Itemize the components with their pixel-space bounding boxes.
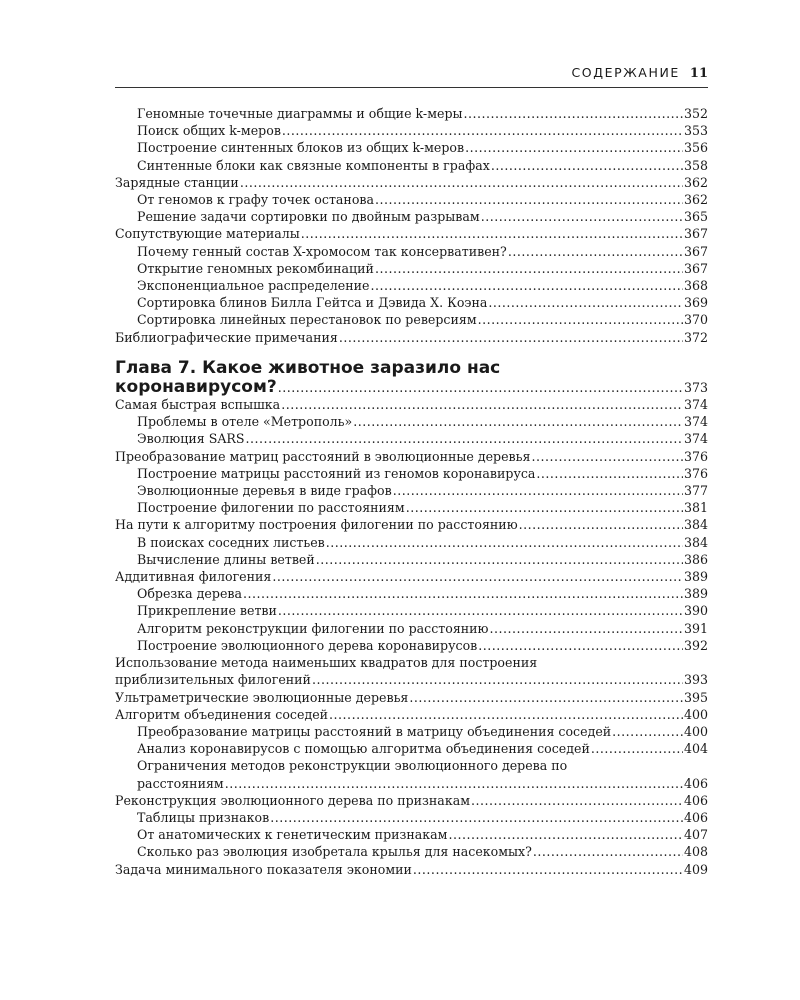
toc-entry-page: 406: [683, 792, 708, 808]
toc-entry: [115, 706, 708, 723]
leader-dots: [533, 843, 683, 860]
toc-entry: [115, 723, 708, 740]
toc-entry: [115, 294, 708, 311]
toc-entry-page: 390: [683, 603, 708, 619]
toc-entry: [115, 671, 708, 688]
leader-dots: [246, 430, 683, 447]
leader-dots: [339, 329, 683, 346]
toc-entry-page: 384: [683, 517, 708, 533]
toc-entry-title: Сортировка блинов Билла Гейтса и Дэвида Х. Коэна: [137, 295, 488, 311]
toc-entry: [115, 740, 708, 757]
toc-entry-title-line1: Использование метода наименьших квадратов для построения: [115, 655, 538, 671]
toc-entry-page: 404: [683, 741, 708, 757]
leader-dots: [225, 775, 683, 792]
leader-dots: [393, 482, 683, 499]
toc-entry-title: Сортировка линейных перестановок по реверсиям: [137, 312, 477, 328]
leader-dots: [329, 706, 683, 723]
toc-entry-page: 365: [683, 209, 708, 225]
leader-dots: [312, 671, 683, 688]
toc-entry: [115, 637, 708, 654]
toc-entry-page: 353: [683, 123, 708, 139]
toc-entry-title: Анализ коронавирусов с помощью алгоритма объединения соседей: [137, 741, 590, 757]
toc-entry-page: 374: [683, 414, 708, 430]
toc-entry-title: Преобразование матриц расстояний в эволюционные деревья: [115, 448, 531, 464]
toc-entry-page: 367: [683, 260, 708, 276]
leader-dots: [491, 157, 683, 174]
toc-entry: [115, 105, 708, 122]
leader-dots: [488, 294, 683, 311]
toc-entry: [115, 260, 708, 277]
toc-entry: [115, 843, 708, 860]
toc-entry-page: 370: [683, 312, 708, 328]
running-header-section: СОДЕРЖАНИЕ: [571, 65, 680, 80]
toc-entry-title: Сопутствующие материалы: [115, 226, 300, 242]
toc-entry-page: 389: [683, 586, 708, 602]
toc-entry-page: 358: [683, 157, 708, 173]
toc-entry: [115, 413, 708, 430]
toc-entry-page: 389: [683, 569, 708, 585]
toc-entry-title: Обрезка дерева: [137, 586, 242, 602]
toc-entry: [115, 329, 708, 346]
toc-entry: [115, 191, 708, 208]
chapter-title-line1: Глава 7. Какое животное заразило нас: [115, 357, 501, 378]
leader-dots: [612, 723, 683, 740]
leader-dots: [278, 379, 683, 396]
leader-dots: [301, 225, 683, 242]
toc-entry: [115, 174, 708, 191]
leader-dots: [240, 174, 683, 191]
toc-entry: [115, 585, 708, 602]
toc-entry-title: Алгоритм реконструкции филогении по расстоянию: [137, 620, 489, 636]
toc-entry: [115, 499, 708, 516]
toc-entry-title: Аддитивная филогения: [115, 569, 272, 585]
leader-dots: [278, 602, 683, 619]
toc-entry-page: 408: [683, 844, 708, 860]
toc-entry-title: расстояниям: [137, 775, 224, 791]
toc-entry-title: Геномные точечные диаграммы и общие k-меры: [137, 106, 463, 121]
toc-entry-title: Сколько раз эволюция изобретала крылья для насекомых?: [137, 844, 532, 860]
toc-entry-title: Задача минимального показателя экономии: [115, 861, 412, 877]
toc-entry: [115, 826, 708, 843]
toc-entry-page: 384: [683, 534, 708, 550]
toc-entry-title: Построение филогении по расстояниям: [137, 500, 405, 516]
leader-dots: [316, 551, 683, 568]
toc-entry: [115, 602, 708, 619]
leader-dots: [508, 243, 683, 260]
header-rule: [115, 87, 708, 88]
leader-dots: [478, 311, 683, 328]
toc-entry-title: Почему генный состав X-хромосом так консервативен?: [137, 243, 507, 259]
leader-dots: [371, 277, 683, 294]
toc-entry: [115, 208, 708, 225]
toc-entry-title: От анатомических к генетическим признакам: [137, 827, 448, 843]
toc-entry-title: Реконструкция эволюционного дерева по признакам: [115, 792, 470, 808]
toc-entry-title: Эволюционные деревья в виде графов: [137, 483, 392, 499]
toc-entry-title: От геномов к графу точек останова: [137, 192, 374, 208]
toc-entry-title: приблизительных филогений: [115, 672, 311, 688]
toc-entry-page: 377: [683, 483, 708, 499]
toc-entry: [115, 157, 708, 174]
toc-entry: [115, 809, 708, 826]
toc-entry-page: 367: [683, 243, 708, 259]
leader-dots: [353, 413, 683, 430]
leader-dots: [326, 534, 683, 551]
toc-entry-page: 369: [683, 295, 708, 311]
toc-entry-page: 356: [683, 140, 708, 156]
toc-entry: [115, 122, 708, 139]
toc-entry-page: 376: [683, 448, 708, 464]
toc-entry: [115, 225, 708, 242]
toc-entry-title: Зарядные станции: [115, 174, 239, 190]
table-of-contents: [115, 105, 708, 878]
toc-entry-page: 372: [683, 329, 708, 345]
leader-dots: [375, 191, 683, 208]
leader-dots: [465, 139, 683, 156]
page-number: 11: [689, 66, 708, 81]
toc-entry-title: Ультраметрические эволюционные деревья: [115, 689, 409, 705]
leader-dots: [406, 499, 683, 516]
toc-entry: [115, 430, 708, 447]
toc-entry: [115, 861, 708, 878]
toc-entry-title: Вычисление длины ветвей: [137, 551, 315, 567]
leader-dots: [413, 861, 683, 878]
leader-dots: [531, 448, 683, 465]
toc-entry: [115, 277, 708, 294]
toc-entry: [115, 396, 708, 413]
toc-entry-page: 406: [683, 809, 708, 825]
leader-dots: [409, 689, 683, 706]
toc-entry-page: 362: [683, 174, 708, 190]
toc-entry-title: Решение задачи сортировки по двойным разрывам: [137, 209, 480, 225]
toc-entry-page: 407: [683, 827, 708, 843]
toc-entry-page: 409: [683, 861, 708, 877]
leader-dots: [490, 620, 683, 637]
toc-entry: [115, 775, 708, 792]
leader-dots: [536, 465, 683, 482]
toc-entry-page: 362: [683, 192, 708, 208]
toc-entry-title: Синтенные блоки как связные компоненты в графах: [137, 157, 490, 173]
toc-entry-page: 392: [683, 637, 708, 653]
toc-entry: [115, 568, 708, 585]
running-header: [115, 62, 708, 84]
toc-entry-page: 395: [683, 689, 708, 705]
leader-dots: [591, 740, 683, 757]
leader-dots: [243, 585, 683, 602]
toc-entry-title: Алгоритм объединения соседей: [115, 706, 329, 722]
leader-dots: [270, 809, 683, 826]
toc-entry-title: Открытие геномных рекомбинаций: [137, 260, 374, 276]
leader-dots: [281, 396, 683, 413]
toc-entry-title: Поиск общих k-меров: [137, 123, 281, 139]
toc-entry-title: Построение матрицы расстояний из геномов коронавируса: [137, 465, 536, 481]
toc-section-chapter-7: [115, 396, 708, 878]
toc-entry-page: 393: [683, 672, 708, 688]
toc-entry: [115, 551, 708, 568]
leader-dots: [375, 260, 683, 277]
toc-entry: [115, 689, 708, 706]
toc-entry: [115, 311, 708, 328]
toc-entry-page: 368: [683, 278, 708, 294]
toc-entry-page: 386: [683, 551, 708, 567]
leader-dots: [481, 208, 683, 225]
toc-entry: [115, 243, 708, 260]
toc-entry: [115, 139, 708, 156]
toc-entry-title: Построение синтенных блоков из общих k-меров: [137, 140, 465, 156]
toc-entry-title-line1: Ограничения методов реконструкции эволюционного дерева по: [137, 758, 568, 774]
toc-entry-title: На пути к алгоритму построения филогении по расстоянию: [115, 517, 518, 533]
toc-entry: [115, 482, 708, 499]
toc-entry-title: Проблемы в отеле «Метрополь»: [137, 414, 353, 430]
toc-entry: [115, 516, 708, 533]
toc-entry-title: Построение эволюционного дерева коронавирусов: [137, 637, 478, 653]
toc-entry-page: 391: [683, 620, 708, 636]
chapter-title-line2: коронавирусом?: [115, 376, 277, 397]
leader-dots: [478, 637, 683, 654]
toc-entry-page: 400: [683, 706, 708, 722]
toc-entry-page: 352: [683, 106, 708, 121]
chapter-page: 373: [683, 379, 708, 395]
toc-entry-title: Прикрепление ветви: [137, 603, 277, 619]
toc-entry-title: Самая быстрая вспышка: [115, 397, 281, 413]
leader-dots: [448, 826, 682, 843]
toc-entry-title: В поисках соседних листьев: [137, 534, 325, 550]
toc-entry-title: Библиографические примечания: [115, 329, 338, 345]
toc-entry: [115, 465, 708, 482]
toc-entry-title: Экспоненциальное распределение: [137, 278, 370, 294]
leader-dots: [464, 105, 683, 122]
toc-entry: [115, 792, 708, 809]
chapter-title-entry: [115, 376, 708, 397]
toc-entry-page: 406: [683, 775, 708, 791]
toc-entry-page: 374: [683, 397, 708, 413]
toc-entry: [115, 620, 708, 637]
toc-entry: [115, 534, 708, 551]
toc-section-before-chapter: [115, 105, 708, 346]
chapter-title: [115, 358, 708, 379]
leader-dots: [272, 568, 683, 585]
toc-entry-title: Эволюция SARS: [137, 431, 245, 447]
leader-dots: [471, 792, 683, 809]
toc-entry-page: 400: [683, 723, 708, 739]
toc-entry-title: Преобразование матрицы расстояний в матрицу объединения соседей: [137, 723, 612, 739]
toc-entry-page: 374: [683, 431, 708, 447]
leader-dots: [519, 516, 683, 533]
toc-entry: [115, 448, 708, 465]
leader-dots: [282, 122, 683, 139]
toc-entry-page: 376: [683, 465, 708, 481]
toc-entry-page: 367: [683, 226, 708, 242]
toc-entry-title: Таблицы признаков: [137, 809, 270, 825]
toc-entry-page: 381: [683, 500, 708, 516]
